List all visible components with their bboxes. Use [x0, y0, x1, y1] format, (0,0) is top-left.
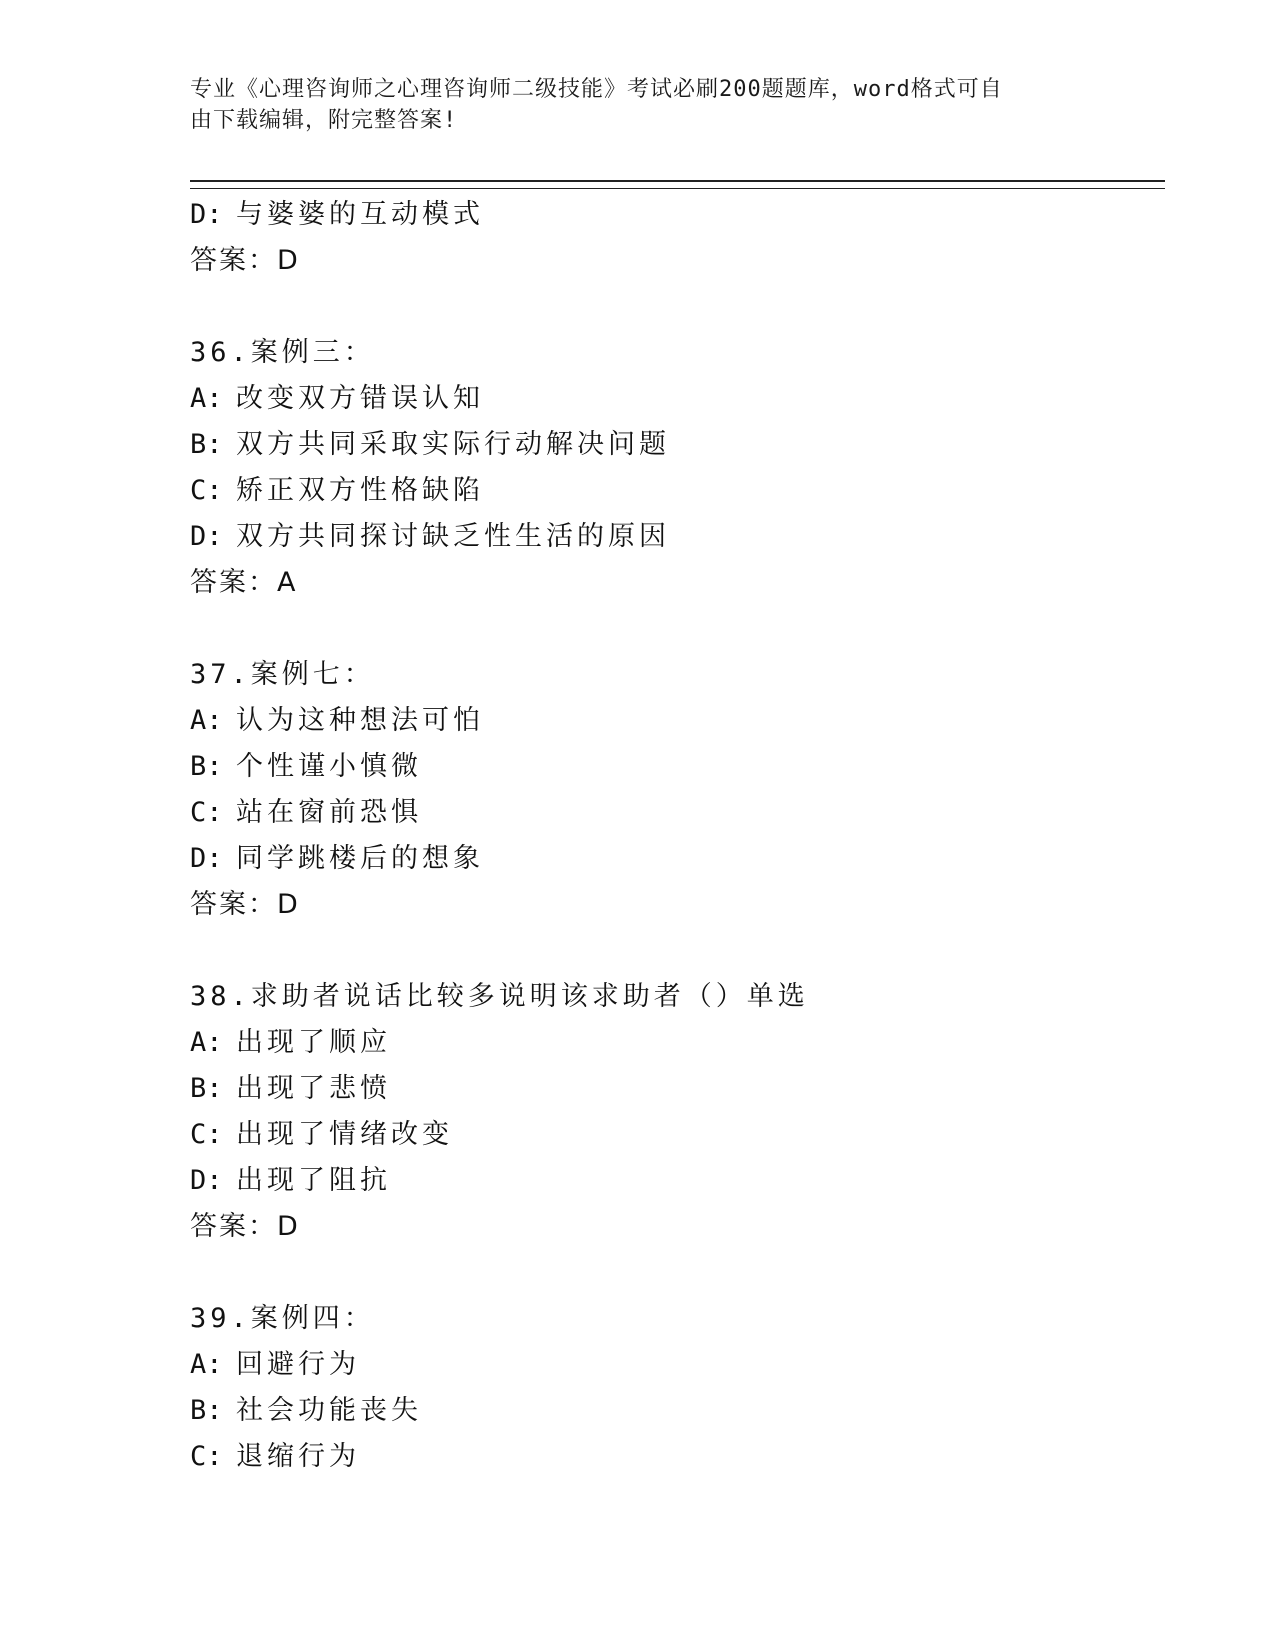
option-key: B: [190, 751, 223, 782]
option-key: C: [190, 797, 223, 828]
option-text: 退缩行为 [236, 1441, 360, 1472]
option-b [190, 1066, 1150, 1112]
option-text: 出现了情绪改变 [236, 1119, 453, 1150]
option-text: 社会功能丧失 [236, 1395, 422, 1426]
option-text: 双方共同探讨缺乏性生活的原因 [236, 521, 670, 552]
option-text: 回避行为 [236, 1349, 360, 1380]
question-stem: 39.案例四： [190, 1303, 375, 1334]
option-b [190, 422, 1150, 468]
document-header [190, 74, 1090, 136]
option-key: B: [190, 1395, 223, 1426]
option-c [190, 1434, 1150, 1480]
option-c [190, 468, 1150, 514]
option-key: D: [190, 843, 223, 874]
option-key: A: [190, 383, 223, 414]
option-text: 出现了悲愤 [236, 1073, 391, 1104]
header-title-line-2: 由下载编辑，附完整答案! [190, 108, 458, 133]
option-key: A: [190, 705, 223, 736]
option-text: 改变双方错误认知 [236, 383, 484, 414]
option-key: D: [190, 521, 223, 552]
answer-line: 答案：D [190, 245, 300, 276]
answer-line: 答案：A [190, 567, 298, 598]
question-stem: 36.案例三： [190, 337, 375, 368]
option-d [190, 514, 1150, 560]
option-b [190, 744, 1150, 790]
option-text: 矫正双方性格缺陷 [236, 475, 484, 506]
option-a [190, 698, 1150, 744]
option-a [190, 376, 1150, 422]
answer-line: 答案：D [190, 1211, 300, 1242]
option-text: 认为这种想法可怕 [236, 705, 484, 736]
option-key: A: [190, 1349, 223, 1380]
option-d [190, 192, 1150, 238]
option-d [190, 836, 1150, 882]
option-c [190, 1112, 1150, 1158]
question-stem: 38.求助者说话比较多说明该求助者（）单选 [190, 981, 809, 1012]
question-list [190, 192, 1150, 1480]
option-text: 双方共同采取实际行动解决问题 [236, 429, 670, 460]
header-title-line-1: 专业《心理咨询师之心理咨询师二级技能》考试必刷200题题库，word格式可自 [190, 77, 1003, 102]
option-text: 站在窗前恐惧 [236, 797, 422, 828]
header-divider [190, 180, 1165, 189]
option-text: 与婆婆的互动模式 [236, 199, 484, 230]
option-d [190, 1158, 1150, 1204]
option-key: A: [190, 1027, 223, 1058]
question-stem: 37.案例七： [190, 659, 375, 690]
option-key: B: [190, 1073, 223, 1104]
option-b [190, 1388, 1150, 1434]
option-text: 出现了阻抗 [236, 1165, 391, 1196]
option-key: C: [190, 1441, 223, 1472]
option-key: D: [190, 1165, 223, 1196]
option-key: B: [190, 429, 223, 460]
option-text: 个性谨小慎微 [236, 751, 422, 782]
option-key: C: [190, 475, 223, 506]
option-a [190, 1342, 1150, 1388]
option-key: C: [190, 1119, 223, 1150]
option-text: 同学跳楼后的想象 [236, 843, 484, 874]
option-c [190, 790, 1150, 836]
option-key: D: [190, 199, 223, 230]
option-text: 出现了顺应 [236, 1027, 391, 1058]
option-a [190, 1020, 1150, 1066]
answer-line: 答案：D [190, 889, 300, 920]
